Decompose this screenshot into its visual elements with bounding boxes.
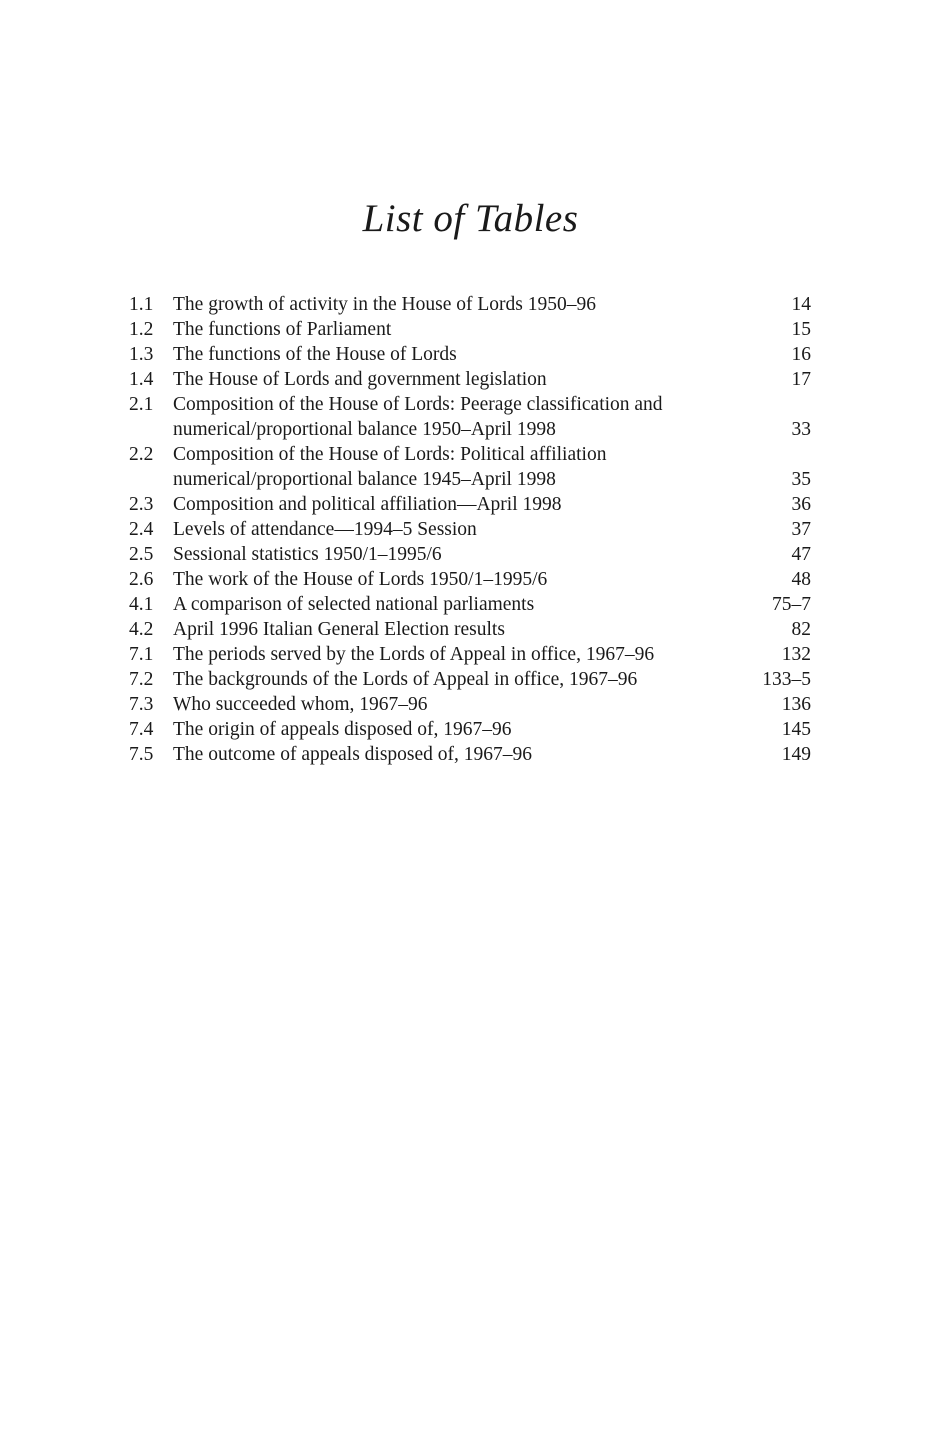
toc-entry-title-line: The work of the House of Lords 1950/1–1995/6 <box>173 569 548 590</box>
toc-entry-number: 1.3 <box>129 344 154 365</box>
toc-entry-title <box>173 317 771 342</box>
toc-entry-title-line: The origin of appeals disposed of, 1967–96 <box>173 719 512 740</box>
toc-entry-number: 2.6 <box>129 569 154 590</box>
toc-entry-page-number: 33 <box>791 419 811 440</box>
toc-entry <box>129 617 811 642</box>
toc-entry-title <box>173 617 771 642</box>
toc-entry-number: 7.4 <box>129 719 154 740</box>
toc-entry-page-number: 14 <box>791 294 811 315</box>
toc-entry <box>129 742 811 767</box>
toc-entry-number: 2.3 <box>129 494 154 515</box>
toc-entry-title-line: The House of Lords and government legislation <box>173 369 547 390</box>
toc-entry-page-number: 48 <box>791 569 811 590</box>
toc-entry-title-line: numerical/proportional balance 1945–April 1998 <box>173 469 556 490</box>
toc-entry-title-line: The outcome of appeals disposed of, 1967–96 <box>173 744 533 765</box>
toc-entry <box>129 567 811 592</box>
toc-entry-number: 2.4 <box>129 519 154 540</box>
toc-entry <box>129 592 811 617</box>
toc-entry-title <box>173 567 771 592</box>
toc-entry <box>129 717 811 742</box>
toc-entry-number: 4.2 <box>129 619 154 640</box>
toc-entry-number: 7.1 <box>129 644 154 665</box>
toc-entry <box>129 492 811 517</box>
toc-entry-number: 1.2 <box>129 319 154 340</box>
toc-entry-number: 7.3 <box>129 694 154 715</box>
toc-entry-page-number: 47 <box>791 544 811 565</box>
toc-entry-title-line: April 1996 Italian General Election results <box>173 619 505 640</box>
toc-entry-title-line: Levels of attendance—1994–5 Session <box>173 519 477 540</box>
toc-entry-page-number: 37 <box>791 519 811 540</box>
toc-entry-title <box>173 492 771 517</box>
toc-entry <box>129 667 811 692</box>
toc-entry-title <box>173 392 771 442</box>
page-title: List of Tables <box>362 197 579 240</box>
toc-entry-title <box>173 442 771 492</box>
toc-entry-title-line: numerical/proportional balance 1950–April 1998 <box>173 419 556 440</box>
toc-entry-page-number: 16 <box>791 344 811 365</box>
toc-entry-page-number: 75–7 <box>772 594 811 615</box>
toc-entry-title-line: Who succeeded whom, 1967–96 <box>173 694 428 715</box>
toc-entry <box>129 692 811 717</box>
toc-entry <box>129 517 811 542</box>
toc-entry-number: 1.1 <box>129 294 154 315</box>
toc-entry-title <box>173 642 771 667</box>
toc-entry-page-number: 136 <box>781 694 811 715</box>
toc-entry-page-number: 149 <box>781 744 811 765</box>
toc-entry <box>129 367 811 392</box>
toc-entry-title-line: The functions of Parliament <box>173 319 392 340</box>
toc-entry <box>129 292 811 317</box>
toc-entry-page-number: 132 <box>781 644 811 665</box>
toc-entry-title <box>173 592 771 617</box>
toc-entry-title-line: Composition and political affiliation—April 1998 <box>173 494 562 515</box>
toc-entry-page-number: 17 <box>791 369 811 390</box>
toc-entry-title <box>173 742 771 767</box>
toc-entry <box>129 542 811 567</box>
toc-entry-page-number: 133–5 <box>762 669 811 690</box>
toc-entry <box>129 342 811 367</box>
toc-entry-title-line: Composition of the House of Lords: Political affiliation <box>173 444 607 465</box>
toc-entry-page-number: 15 <box>791 319 811 340</box>
toc-entry-title-line: The periods served by the Lords of Appeal in office, 1967–96 <box>173 644 655 665</box>
toc-entry <box>129 442 811 492</box>
toc-entry-title-line: A comparison of selected national parliaments <box>173 594 535 615</box>
toc-entry <box>129 392 811 442</box>
toc-entry-number: 4.1 <box>129 594 154 615</box>
toc-entry-title-line: Sessional statistics 1950/1–1995/6 <box>173 544 442 565</box>
toc-entry-page-number: 82 <box>791 619 811 640</box>
toc-entry-page-number: 35 <box>791 469 811 490</box>
toc-entry-number: 2.5 <box>129 544 154 565</box>
toc-entry-title-line: The backgrounds of the Lords of Appeal in office, 1967–96 <box>173 669 638 690</box>
toc-entry-page-number: 36 <box>791 494 811 515</box>
toc-entry-title <box>173 367 771 392</box>
table-of-contents-list <box>129 292 811 767</box>
toc-entry-number: 2.1 <box>129 394 154 415</box>
toc-entry-title <box>173 667 762 692</box>
toc-entry <box>129 317 811 342</box>
toc-entry-title <box>173 692 771 717</box>
toc-entry-title-line: Composition of the House of Lords: Peerage classification and <box>173 394 663 415</box>
toc-entry <box>129 642 811 667</box>
toc-entry-number: 2.2 <box>129 444 154 465</box>
toc-entry-number: 7.2 <box>129 669 154 690</box>
toc-entry-title <box>173 542 771 567</box>
toc-entry-number: 1.4 <box>129 369 154 390</box>
toc-entry-page-number: 145 <box>781 719 811 740</box>
toc-entry-title <box>173 517 771 542</box>
toc-entry-title <box>173 292 771 317</box>
toc-entry-title-line: The functions of the House of Lords <box>173 344 457 365</box>
toc-entry-number: 7.5 <box>129 744 154 765</box>
toc-entry-title <box>173 717 771 742</box>
toc-entry-title-line: The growth of activity in the House of Lords 1950–96 <box>173 294 596 315</box>
toc-entry-title <box>173 342 771 367</box>
